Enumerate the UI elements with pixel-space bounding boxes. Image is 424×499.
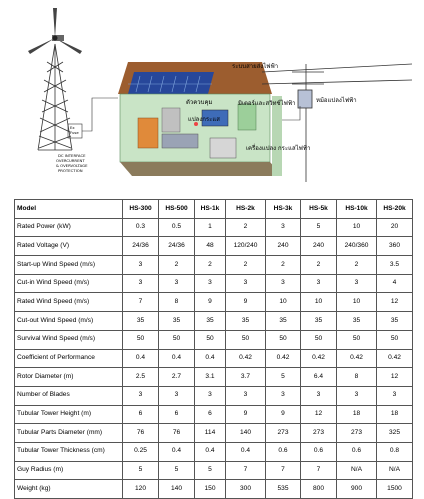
meter-switch-label: มิเตอร์และสวิทช์ไฟฟ้า — [238, 100, 296, 107]
table-cell: 0.42 — [226, 349, 266, 368]
table-cell: 3 — [195, 386, 226, 405]
table-row — [15, 386, 413, 405]
table-row — [15, 256, 413, 275]
header-hs-300: HS-300 — [123, 200, 159, 219]
table-cell: 3 — [377, 386, 413, 405]
row-label: Cut-out Wind Speed (m/s) — [15, 312, 123, 331]
table-cell: 2.7 — [159, 368, 195, 387]
table-cell: 3.5 — [377, 256, 413, 275]
table-cell: 2 — [301, 256, 337, 275]
table-cell: 9 — [195, 293, 226, 312]
table-cell: 273 — [301, 424, 337, 443]
table-cell: 5 — [195, 461, 226, 480]
table-cell: 4 — [377, 274, 413, 293]
row-label: Rotor Diameter (m) — [15, 368, 123, 387]
table-cell: 2 — [159, 256, 195, 275]
table-cell: 240 — [266, 237, 301, 256]
table-cell: 114 — [195, 424, 226, 443]
table-cell: 120/240 — [226, 237, 266, 256]
turbine-cable — [82, 98, 118, 131]
table-cell: 2 — [226, 218, 266, 237]
table-cell: 12 — [377, 293, 413, 312]
table-cell: 3 — [226, 386, 266, 405]
table-cell: 50 — [123, 330, 159, 349]
table-cell: 76 — [123, 424, 159, 443]
table-cell: 50 — [301, 330, 337, 349]
table-cell: 5 — [301, 218, 337, 237]
table-cell: 18 — [377, 405, 413, 424]
table-cell: 0.4 — [226, 442, 266, 461]
table-cell: 0.4 — [159, 349, 195, 368]
protection-caption-2: OVERCURRENT — [56, 158, 85, 163]
table-cell: 5 — [159, 461, 195, 480]
table-cell: 300 — [226, 480, 266, 499]
table-cell: 0.6 — [266, 442, 301, 461]
table-cell: 50 — [195, 330, 226, 349]
table-cell: 3 — [159, 386, 195, 405]
header-hs-20k: HS-20k — [377, 200, 413, 219]
table-cell: 3 — [266, 386, 301, 405]
grid-connection-cable — [282, 106, 300, 120]
table-cell: 240 — [301, 237, 337, 256]
box-label-fuse: Fuse — [70, 130, 79, 135]
table-cell: 35 — [226, 312, 266, 331]
table-cell: 18 — [337, 405, 377, 424]
table-cell: 0.25 — [123, 442, 159, 461]
table-row — [15, 368, 413, 387]
table-cell: 10 — [337, 293, 377, 312]
row-label: Start-up Wind Speed (m/s) — [15, 256, 123, 275]
table-cell: 6.4 — [301, 368, 337, 387]
table-row — [15, 461, 413, 480]
table-cell: 7 — [301, 461, 337, 480]
table-cell: 3 — [159, 274, 195, 293]
table-cell: 50 — [226, 330, 266, 349]
utility-pole-illustration — [262, 64, 412, 182]
table-cell: 5 — [123, 461, 159, 480]
table-cell: 3 — [123, 256, 159, 275]
row-label: Weight (kg) — [15, 480, 123, 499]
table-cell: 3 — [123, 386, 159, 405]
table-cell: 9 — [226, 293, 266, 312]
header-hs-500: HS-500 — [159, 200, 195, 219]
inverter-label: แปลงกระแส — [188, 116, 220, 123]
table-cell: 9 — [266, 405, 301, 424]
table-cell: 3 — [266, 274, 301, 293]
header-model: Model — [15, 200, 123, 219]
table-cell: 2 — [195, 256, 226, 275]
table-cell: 12 — [377, 368, 413, 387]
table-cell: 3 — [226, 274, 266, 293]
table-cell: 120 — [123, 480, 159, 499]
table-cell: 0.4 — [195, 442, 226, 461]
row-label: Rated Power (kW) — [15, 218, 123, 237]
table-cell: 150 — [195, 480, 226, 499]
table-row — [15, 330, 413, 349]
controller-label: ตัวควบคุม — [186, 99, 213, 106]
table-cell: 48 — [195, 237, 226, 256]
table-cell: 3 — [337, 386, 377, 405]
row-label: Tubular Parts Diameter (mm) — [15, 424, 123, 443]
table-cell: 50 — [159, 330, 195, 349]
table-cell: 35 — [266, 312, 301, 331]
header-hs-2k: HS-2k — [226, 200, 266, 219]
header-hs-3k: HS-3k — [266, 200, 301, 219]
table-cell: 50 — [337, 330, 377, 349]
table-cell: 35 — [337, 312, 377, 331]
table-cell: 2 — [266, 256, 301, 275]
row-label: Survival Wind Speed (m/s) — [15, 330, 123, 349]
table-cell: 900 — [337, 480, 377, 499]
table-row — [15, 237, 413, 256]
table-cell: N/A — [377, 461, 413, 480]
table-cell: 0.42 — [301, 349, 337, 368]
table-cell: 3.7 — [226, 368, 266, 387]
wind-turbine-specification-table — [14, 199, 413, 499]
table-cell: 6 — [159, 405, 195, 424]
table-cell: 0.3 — [123, 218, 159, 237]
table-cell: 2.5 — [123, 368, 159, 387]
table-cell: 3.1 — [195, 368, 226, 387]
table-row — [15, 349, 413, 368]
table-cell: 140 — [159, 480, 195, 499]
table-cell: 7 — [123, 293, 159, 312]
table-cell: 35 — [123, 312, 159, 331]
table-cell: 7 — [266, 461, 301, 480]
table-cell: 0.6 — [337, 442, 377, 461]
table-cell: 273 — [266, 424, 301, 443]
table-cell: 10 — [301, 293, 337, 312]
box-label-ex: Ex — [70, 125, 75, 130]
table-cell: 35 — [195, 312, 226, 331]
table-cell: 3 — [123, 274, 159, 293]
table-cell: 3 — [266, 218, 301, 237]
table-cell: 360 — [377, 237, 413, 256]
table-cell: 0.8 — [377, 442, 413, 461]
table-row — [15, 442, 413, 461]
protection-caption-1: DC INTERFACE — [58, 153, 86, 158]
table-row — [15, 293, 413, 312]
table-row — [15, 480, 413, 499]
table-row — [15, 312, 413, 331]
table-cell: 8 — [337, 368, 377, 387]
table-cell: 76 — [159, 424, 195, 443]
header-hs-1k: HS-1k — [195, 200, 226, 219]
table-row — [15, 424, 413, 443]
table-cell: 0.6 — [301, 442, 337, 461]
table-cell: 0.42 — [266, 349, 301, 368]
table-cell: 0.42 — [377, 349, 413, 368]
wind-solar-system-diagram — [0, 0, 424, 196]
row-label: Rated Wind Speed (m/s) — [15, 293, 123, 312]
row-label: Tubular Tower Thickness (cm) — [15, 442, 123, 461]
table-cell: 3 — [195, 274, 226, 293]
table-cell: 3 — [301, 274, 337, 293]
row-label: Tubular Tower Height (m) — [15, 405, 123, 424]
header-hs-5k: HS-5k — [301, 200, 337, 219]
transformer-label: หม้อแปลงไฟฟ้า — [316, 97, 357, 104]
table-cell: N/A — [337, 461, 377, 480]
table-cell: 7 — [226, 461, 266, 480]
table-row — [15, 274, 413, 293]
row-label: Rated Voltage (V) — [15, 237, 123, 256]
table-cell: 24/36 — [159, 237, 195, 256]
table-cell: 5 — [266, 368, 301, 387]
table-cell: 3 — [337, 274, 377, 293]
table-cell: 35 — [377, 312, 413, 331]
table-row — [15, 218, 413, 237]
table-header-row — [15, 200, 413, 219]
table-cell: 20 — [377, 218, 413, 237]
row-label: Coefficient of Performance — [15, 349, 123, 368]
load-panel-label: เครื่องแปลง กระแสไฟฟ้า — [246, 145, 311, 152]
table-cell: 12 — [301, 405, 337, 424]
table-cell: 1500 — [377, 480, 413, 499]
grid-line-label: ระบบสายส่งไฟฟ้า — [232, 63, 279, 70]
row-label: Cut-in Wind Speed (m/s) — [15, 274, 123, 293]
table-cell: 0.5 — [159, 218, 195, 237]
table-cell: 2 — [226, 256, 266, 275]
table-cell: 8 — [159, 293, 195, 312]
table-cell: 6 — [123, 405, 159, 424]
table-cell: 0.4 — [195, 349, 226, 368]
table-cell: 325 — [377, 424, 413, 443]
table-cell: 10 — [266, 293, 301, 312]
table-cell: 800 — [301, 480, 337, 499]
table-cell: 35 — [159, 312, 195, 331]
header-hs-10k: HS-10k — [337, 200, 377, 219]
table-cell: 35 — [301, 312, 337, 331]
table-cell: 2 — [337, 256, 377, 275]
protection-caption-3: & OVERVOLTAGE — [56, 163, 88, 168]
protection-caption-4: PROTECTION — [58, 168, 83, 173]
table-cell: 50 — [377, 330, 413, 349]
table-cell: 140 — [226, 424, 266, 443]
table-cell: 0.4 — [123, 349, 159, 368]
row-label: Guy Radius (m) — [15, 461, 123, 480]
row-label: Number of Blades — [15, 386, 123, 405]
table-cell: 273 — [337, 424, 377, 443]
table-cell: 0.42 — [337, 349, 377, 368]
wind-turbine-illustration — [38, 44, 72, 150]
table-cell: 3 — [301, 386, 337, 405]
table-row — [15, 405, 413, 424]
table-cell: 1 — [195, 218, 226, 237]
table-cell: 535 — [266, 480, 301, 499]
table-cell: 6 — [195, 405, 226, 424]
table-cell: 24/36 — [123, 237, 159, 256]
table-cell: 240/360 — [337, 237, 377, 256]
table-cell: 0.4 — [159, 442, 195, 461]
table-cell: 10 — [337, 218, 377, 237]
table-cell: 9 — [226, 405, 266, 424]
table-cell: 50 — [266, 330, 301, 349]
